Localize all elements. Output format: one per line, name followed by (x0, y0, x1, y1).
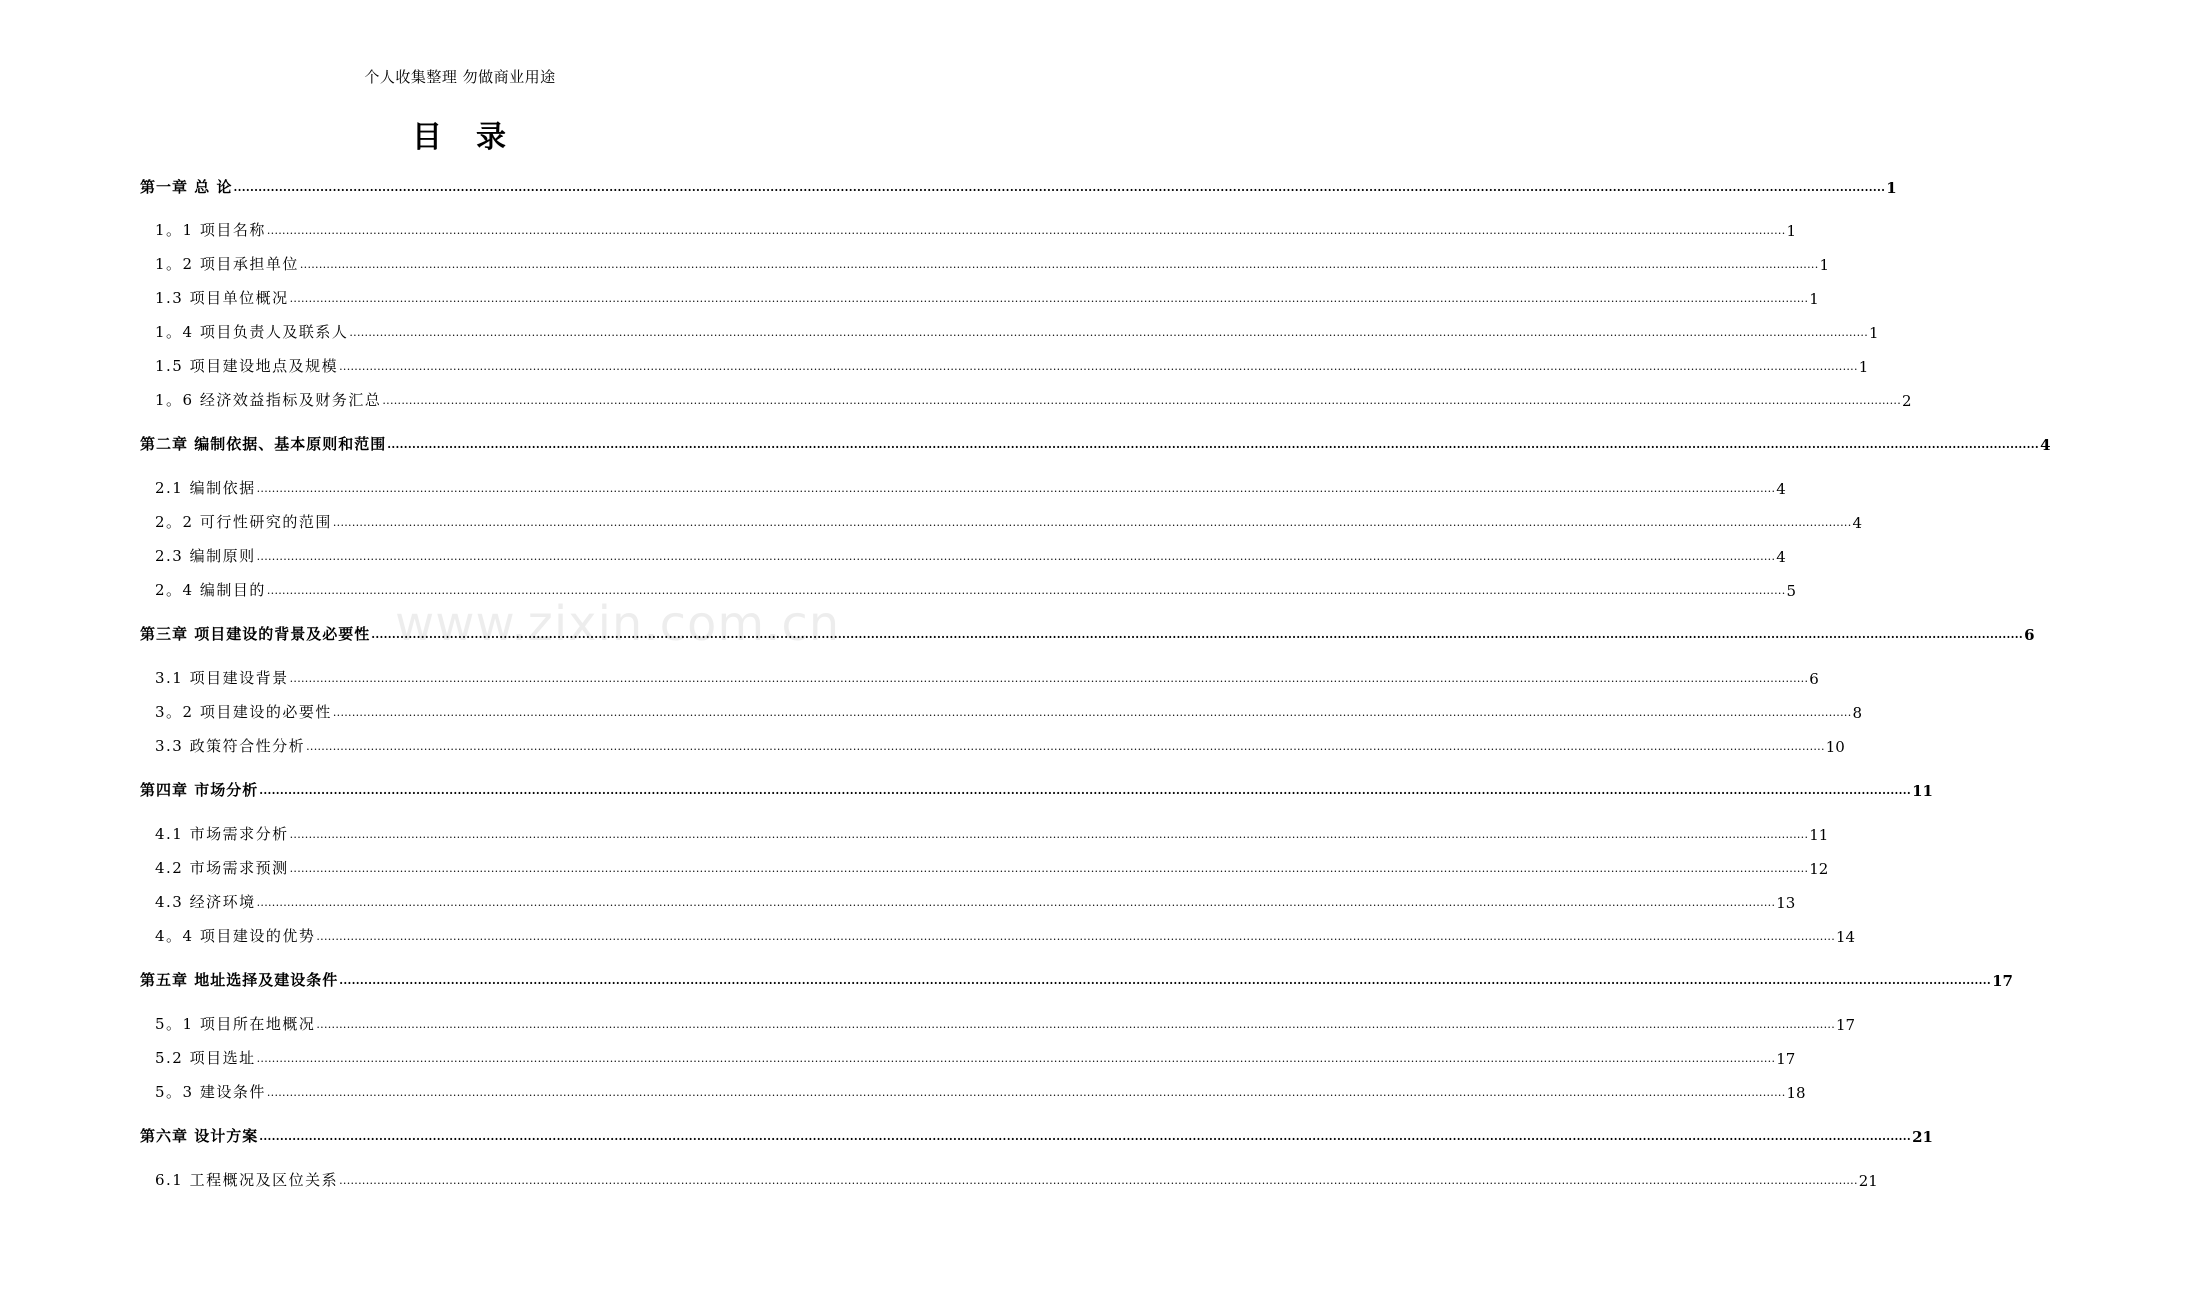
toc-dot-leader: ................................................................................................................................................................................................................................................................................................................................................................................................................ (256, 482, 1776, 495)
toc-dot-leader: ................................................................................................................................................................................................................................................................................................................................................................................................................ (266, 584, 1786, 597)
toc-dot-leader: ................................................................................................................................................................................................................................................................................................................................................................................................................ (332, 516, 1852, 529)
toc-section-entry[interactable] (0, 1042, 1796, 1068)
toc-section-entry[interactable] (0, 248, 1830, 274)
toc-entry-title: 1。2 项目承担单位 (155, 255, 299, 273)
toc-dot-leader: ................................................................................................................................................................................................................................................................................................................................................................................................................ (266, 1086, 1786, 1099)
toc-page-number: 17 (1776, 1050, 1796, 1068)
toc-page-number: 8 (1852, 704, 1863, 722)
toc-section-entry[interactable] (0, 1008, 1856, 1034)
toc-chapter-entry[interactable] (0, 774, 1933, 800)
toc-entry-title: 4.1 市场需求分析 (155, 825, 289, 843)
toc-page-number: 10 (1825, 738, 1845, 756)
toc-section-entry[interactable] (0, 350, 1869, 376)
toc-section-entry[interactable] (0, 818, 1829, 844)
toc-section-entry[interactable] (0, 574, 1797, 600)
toc-page-number: 4 (1776, 548, 1786, 566)
toc-dot-leader: ................................................................................................................................................................................................................................................................................................................................................................................................................ (289, 292, 1809, 305)
toc-page-number: 18 (1786, 1084, 1806, 1102)
toc-entry-title: 第一章 总 论 (140, 178, 233, 196)
toc-dot-leader: ................................................................................................................................................................................................................................................................................................................................................................................................................ (332, 706, 1852, 719)
toc-section-entry[interactable] (0, 384, 1912, 410)
title-char-right: 录 (476, 120, 508, 155)
toc-section-entry[interactable] (0, 730, 1845, 756)
toc-chapter-entry[interactable] (0, 964, 2013, 990)
toc-page-number: 5 (1786, 582, 1797, 600)
toc-entry-title: 1.5 项目建设地点及规模 (155, 357, 339, 375)
watermark: www.zixin.com.cn (395, 596, 841, 652)
toc-dot-leader: ................................................................................................................................................................................................................................................................................................................................................................................................................ (259, 784, 1912, 797)
toc-dot-leader: ................................................................................................................................................................................................................................................................................................................................................................................................................ (266, 224, 1786, 237)
toc-chapter-entry[interactable] (0, 1120, 1933, 1146)
toc-entry-title: 3.1 项目建设背景 (155, 669, 289, 687)
toc-page-number: 4 (1852, 514, 1863, 532)
toc-section-entry[interactable] (0, 1076, 1806, 1102)
toc-page-number: 13 (1776, 894, 1796, 912)
toc-dot-leader: ................................................................................................................................................................................................................................................................................................................................................................................................................ (233, 181, 1886, 194)
toc-dot-leader: ................................................................................................................................................................................................................................................................................................................................................................................................................ (339, 1174, 1858, 1187)
toc-page-number: 2 (1902, 392, 1912, 410)
toc-page-number: 6 (1809, 670, 1819, 688)
toc-page-number: 1 (1786, 222, 1797, 240)
toc-entry-title: 第六章 设计方案 (140, 1127, 259, 1145)
toc-dot-leader: ................................................................................................................................................................................................................................................................................................................................................................................................................ (289, 828, 1809, 841)
toc-dot-leader: ................................................................................................................................................................................................................................................................................................................................................................................................................ (339, 360, 1858, 373)
title-char-left: 目 (412, 120, 444, 155)
toc-dot-leader: ................................................................................................................................................................................................................................................................................................................................................................................................................ (387, 438, 2040, 451)
toc-section-entry[interactable] (0, 316, 1879, 342)
toc-entry-title: 2。4 编制目的 (155, 581, 266, 599)
toc-dot-leader: ................................................................................................................................................................................................................................................................................................................................................................................................................ (349, 326, 1868, 339)
toc-section-entry[interactable] (0, 472, 1786, 498)
toc-section-entry[interactable] (0, 696, 1863, 722)
toc-entry-title: 1。6 经济效益指标及财务汇总 (155, 391, 382, 409)
toc-chapter-entry[interactable] (0, 618, 2035, 644)
toc-page-number: 17 (1992, 972, 2013, 990)
toc-dot-leader: ................................................................................................................................................................................................................................................................................................................................................................................................................ (256, 550, 1776, 563)
toc-entry-title: 4.3 经济环境 (155, 893, 256, 911)
toc-dot-leader: ................................................................................................................................................................................................................................................................................................................................................................................................................ (316, 930, 1835, 943)
toc-entry-title: 第三章 项目建设的背景及必要性 (140, 625, 371, 643)
toc-entry-title: 3.3 政策符合性分析 (155, 737, 306, 755)
toc-entry-title: 5.2 项目选址 (155, 1049, 256, 1067)
toc-entry-title: 2.3 编制原则 (155, 547, 256, 565)
toc-entry-title: 3。2 项目建设的必要性 (155, 703, 332, 721)
toc-entry-title: 4.2 市场需求预测 (155, 859, 289, 877)
toc-section-entry[interactable] (0, 1164, 1878, 1190)
page-header: 个人收集整理 勿做商业用途 (364, 68, 556, 86)
toc-entry-title: 1。4 项目负责人及联系人 (155, 323, 349, 341)
toc-dot-leader: ................................................................................................................................................................................................................................................................................................................................................................................................................ (339, 974, 1992, 987)
toc-page-number: 4 (1776, 480, 1786, 498)
toc-section-entry[interactable] (0, 540, 1786, 566)
toc-dot-leader: ................................................................................................................................................................................................................................................................................................................................................................................................................ (299, 258, 1819, 271)
toc-page-number: 1 (1819, 256, 1830, 274)
page-title (0, 112, 920, 156)
toc-section-entry[interactable] (0, 506, 1863, 532)
toc-entry-title: 第五章 地址选择及建设条件 (140, 971, 339, 989)
toc-chapter-entry[interactable] (0, 171, 1897, 197)
toc-entry-title: 2.1 编制依据 (155, 479, 256, 497)
toc-dot-leader: ................................................................................................................................................................................................................................................................................................................................................................................................................ (289, 862, 1809, 875)
toc-dot-leader: ................................................................................................................................................................................................................................................................................................................................................................................................................ (259, 1130, 1912, 1143)
toc-dot-leader: ................................................................................................................................................................................................................................................................................................................................................................................................................ (316, 1018, 1835, 1031)
toc-section-entry[interactable] (0, 886, 1796, 912)
toc-page-number: 1 (1809, 290, 1819, 308)
toc-entry-title: 5。1 项目所在地概况 (155, 1015, 316, 1033)
toc-entry-title: 第四章 市场分析 (140, 781, 259, 799)
toc-section-entry[interactable] (0, 214, 1797, 240)
toc-dot-leader: ................................................................................................................................................................................................................................................................................................................................................................................................................ (256, 1052, 1776, 1065)
toc-section-entry[interactable] (0, 920, 1856, 946)
toc-page-number: 21 (1912, 1128, 1933, 1146)
toc-page-number: 21 (1858, 1172, 1878, 1190)
toc-entry-title: 5。3 建设条件 (155, 1083, 266, 1101)
toc-section-entry[interactable] (0, 662, 1819, 688)
toc-page-number: 1 (1886, 179, 1897, 197)
toc-entry-title: 6.1 工程概况及区位关系 (155, 1171, 339, 1189)
toc-dot-leader: ................................................................................................................................................................................................................................................................................................................................................................................................................ (382, 394, 1901, 407)
toc-page-number: 6 (2024, 626, 2035, 644)
toc-page-number: 1 (1858, 358, 1869, 376)
toc-dot-leader: ................................................................................................................................................................................................................................................................................................................................................................................................................ (289, 672, 1809, 685)
toc-page-number: 4 (2040, 436, 2051, 454)
toc-entry-title: 1.3 项目单位概况 (155, 289, 289, 307)
toc-page-number: 11 (1912, 782, 1933, 800)
toc-dot-leader: ................................................................................................................................................................................................................................................................................................................................................................................................................ (256, 896, 1776, 909)
toc-entry-title: 4。4 项目建设的优势 (155, 927, 316, 945)
toc-page-number: 14 (1836, 928, 1856, 946)
toc-page-number: 17 (1836, 1016, 1856, 1034)
toc-page-number: 11 (1809, 826, 1829, 844)
toc-dot-leader: ................................................................................................................................................................................................................................................................................................................................................................................................................ (306, 740, 1825, 753)
toc-chapter-entry[interactable] (0, 428, 2051, 454)
toc-entry-title: 2。2 可行性研究的范围 (155, 513, 332, 531)
toc-section-entry[interactable] (0, 282, 1819, 308)
toc-page-number: 1 (1869, 324, 1879, 342)
toc-entry-title: 第二章 编制依据、基本原则和范围 (140, 435, 387, 453)
toc-page-number: 12 (1809, 860, 1829, 878)
toc-dot-leader: ................................................................................................................................................................................................................................................................................................................................................................................................................ (371, 628, 2024, 641)
toc-entry-title: 1。1 项目名称 (155, 221, 266, 239)
toc-section-entry[interactable] (0, 852, 1829, 878)
